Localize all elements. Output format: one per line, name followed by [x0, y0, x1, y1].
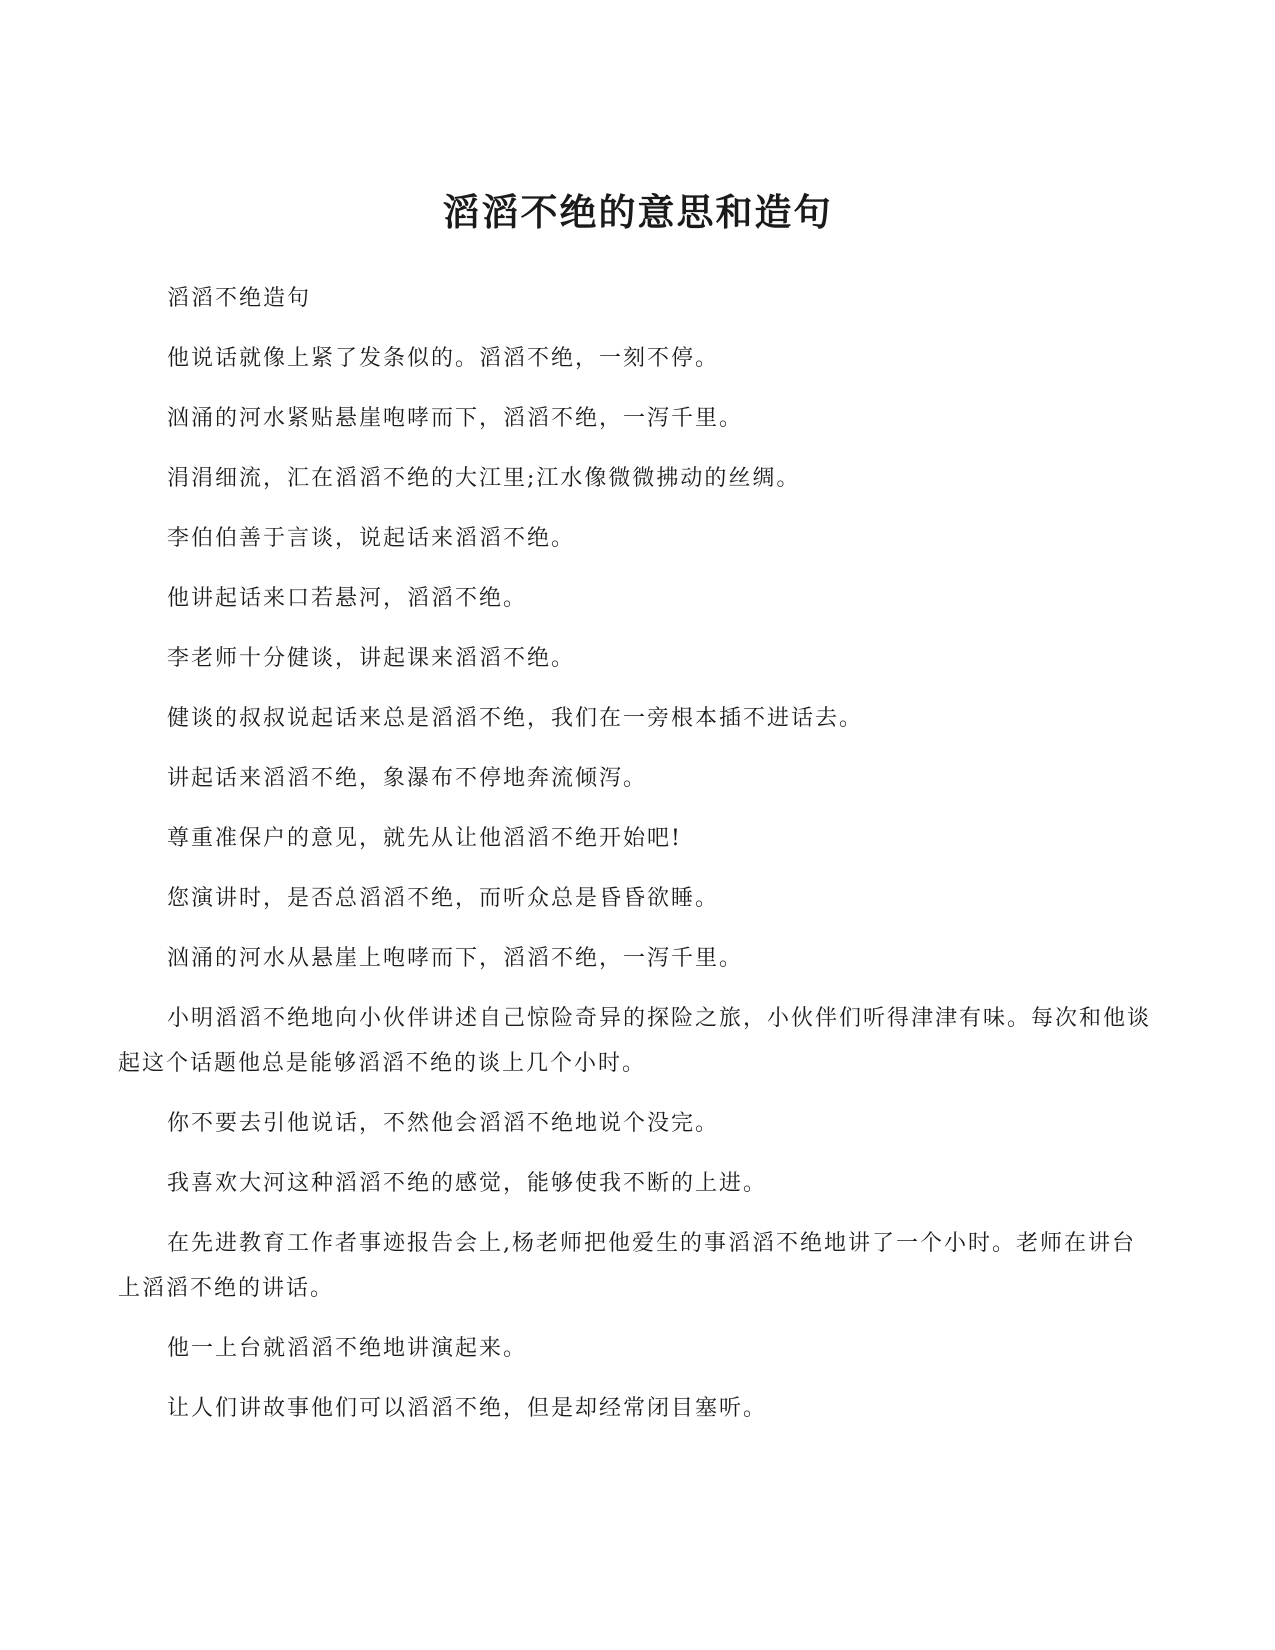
- paragraph: 尊重准保户的意见，就先从让他滔滔不绝开始吧!: [167, 826, 682, 851]
- paragraph: 讲起话来滔滔不绝，象瀑布不停地奔流倾泻。: [167, 766, 648, 791]
- paragraph: 他说话就像上紧了发条似的。滔滔不绝，一刻不停。: [167, 346, 720, 371]
- document-title: 滔滔不绝的意思和造句: [442, 190, 833, 234]
- paragraph: 滔滔不绝造句: [167, 286, 312, 311]
- paragraph: 他一上台就滔滔不绝地讲演起来。: [167, 1336, 528, 1361]
- paragraph: 汹涌的河水紧贴悬崖咆哮而下，滔滔不绝，一泻千里。: [167, 406, 744, 431]
- paragraph: 让人们讲故事他们可以滔滔不绝，但是却经常闭目塞听。: [167, 1396, 768, 1421]
- paragraph: 涓涓细流，汇在滔滔不绝的大江里;江水像微微拂动的丝绸。: [167, 466, 801, 491]
- paragraph: 您演讲时，是否总滔滔不绝，而听众总是昏昏欲睡。: [167, 886, 720, 911]
- paragraph: 李伯伯善于言谈，说起话来滔滔不绝。: [167, 526, 576, 551]
- paragraph: 他讲起话来口若悬河，滔滔不绝。: [167, 586, 528, 611]
- paragraph: 汹涌的河水从悬崖上咆哮而下，滔滔不绝，一泻千里。: [167, 946, 744, 971]
- paragraph: 我喜欢大河这种滔滔不绝的感觉，能够使我不断的上进。: [167, 1171, 768, 1196]
- paragraph: 在先进教育工作者事迹报告会上,杨老师把他爱生的事滔滔不绝地讲了一个小时。老师在讲台上滔滔不绝的讲话。: [118, 1231, 1136, 1301]
- paragraph: 你不要去引他说话，不然他会滔滔不绝地说个没完。: [167, 1111, 720, 1136]
- paragraph: 小明滔滔不绝地向小伙伴讲述自己惊险奇异的探险之旅，小伙伴们听得津津有味。每次和他谈起这个话题他总是能够滔滔不绝的谈上几个小时。: [118, 1006, 1152, 1076]
- document-body: [118, 276, 1158, 1446]
- paragraph: 健谈的叔叔说起话来总是滔滔不绝，我们在一旁根本插不进话去。: [167, 706, 864, 731]
- paragraph: 李老师十分健谈，讲起课来滔滔不绝。: [167, 646, 576, 671]
